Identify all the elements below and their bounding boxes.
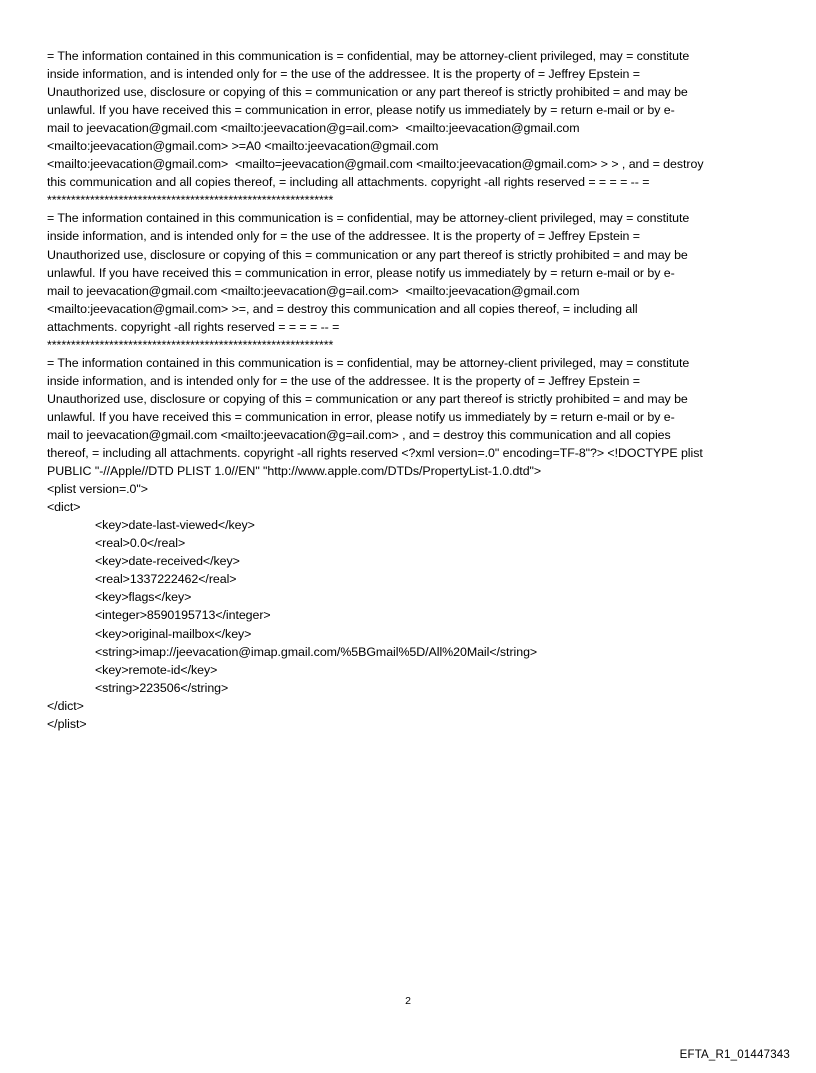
plist-entry: <real>0.0</real> bbox=[95, 536, 186, 551]
plist-entry: <key>flags</key> bbox=[95, 590, 192, 605]
text-line: Unauthorized use, disclosure or copying of this = communication or any part thereof is strictly prohibited = and may be bbox=[47, 391, 688, 406]
text-line: <mailto:jeevacation@gmail.com> >=A0 <mailto:jeevacation@gmail.com bbox=[47, 139, 439, 154]
text-line: attachments. copyright -all rights reserved = = = = -- = bbox=[47, 319, 340, 334]
text-line: Unauthorized use, disclosure or copying of this = communication or any part thereof is strictly prohibited = and may be bbox=[47, 247, 688, 262]
text-line: thereof, = including all attachments. copyright -all rights reserved <?xml version=.0" encoding=TF-8"?> <!DOCTYPE plist bbox=[47, 446, 703, 461]
plist-entry: <string>223506</string> bbox=[95, 680, 229, 695]
text-line: mail to jeevacation@gmail.com <mailto:jeevacation@g=ail.com> <mailto:jeevacation@gmail.com bbox=[47, 283, 580, 298]
text-line: <mailto:jeevacation@gmail.com> <mailto=jeevacation@gmail.com <mailto:jeevacation@gmail.com> > > , and = destroy bbox=[47, 157, 704, 172]
text-line: Unauthorized use, disclosure or copying of this = communication or any part thereof is strictly prohibited = and may be bbox=[47, 85, 688, 100]
separator-line: ************************************************************ bbox=[47, 193, 334, 208]
text-line: unlawful. If you have received this = communication in error, please notify us immediately by = return e-mail or by e- bbox=[47, 409, 675, 424]
text-line: unlawful. If you have received this = communication in error, please notify us immediately by = return e-mail or by e- bbox=[47, 103, 675, 118]
text-line: = The information contained in this communication is = confidential, may be attorney-client privileged, may = constitute bbox=[47, 355, 690, 370]
text-line: </dict> bbox=[47, 698, 84, 713]
bates-number: EFTA_R1_01447343 bbox=[679, 1049, 790, 1061]
text-line: inside information, and is intended only for = the use of the addressee. It is the property of = Jeffrey Epstein = bbox=[47, 373, 640, 388]
text-line: </plist> bbox=[47, 716, 87, 731]
plist-entry: <key>date-received</key> bbox=[95, 554, 240, 569]
text-line: = The information contained in this communication is = confidential, may be attorney-client privileged, may = constitute bbox=[47, 211, 690, 226]
plist-entry: <key>original-mailbox</key> bbox=[95, 626, 252, 641]
plist-entry: <integer>8590195713</integer> bbox=[95, 608, 271, 623]
plist-entry: <key>date-last-viewed</key> bbox=[95, 518, 255, 533]
document-body bbox=[47, 47, 777, 733]
text-line: unlawful. If you have received this = communication in error, please notify us immediately by = return e-mail or by e- bbox=[47, 265, 675, 280]
text-line: = The information contained in this communication is = confidential, may be attorney-client privileged, may = constitute bbox=[47, 49, 690, 63]
plist-entry: <real>1337222462</real> bbox=[95, 572, 237, 587]
page-number: 2 bbox=[405, 995, 411, 1007]
separator-line: ************************************************************ bbox=[47, 337, 334, 352]
text-line: inside information, and is intended only for = the use of the addressee. It is the property of = Jeffrey Epstein = bbox=[47, 67, 640, 82]
plist-entry: <string>imap://jeevacation@imap.gmail.com/%5BGmail%5D/All%20Mail</string> bbox=[95, 644, 538, 659]
plist-entry: <key>remote-id</key> bbox=[95, 662, 218, 677]
text-line: <plist version=.0"> bbox=[47, 482, 148, 497]
text-line: mail to jeevacation@gmail.com <mailto:jeevacation@g=ail.com> , and = destroy this communication and all copies bbox=[47, 427, 671, 442]
text-line: PUBLIC "-//Apple//DTD PLIST 1.0//EN" "http://www.apple.com/DTDs/PropertyList-1.0.dtd"> bbox=[47, 464, 542, 479]
text-line: inside information, and is intended only for = the use of the addressee. It is the property of = Jeffrey Epstein = bbox=[47, 229, 640, 244]
text-line: <mailto:jeevacation@gmail.com> >=, and = destroy this communication and all copies thereof, = including all bbox=[47, 301, 638, 316]
text-line: <dict> bbox=[47, 500, 81, 515]
text-line: this communication and all copies thereof, = including all attachments. copyright -all rights reserved = = = = -- = bbox=[47, 175, 650, 190]
text-line: mail to jeevacation@gmail.com <mailto:jeevacation@g=ail.com> <mailto:jeevacation@gmail.com bbox=[47, 121, 580, 136]
